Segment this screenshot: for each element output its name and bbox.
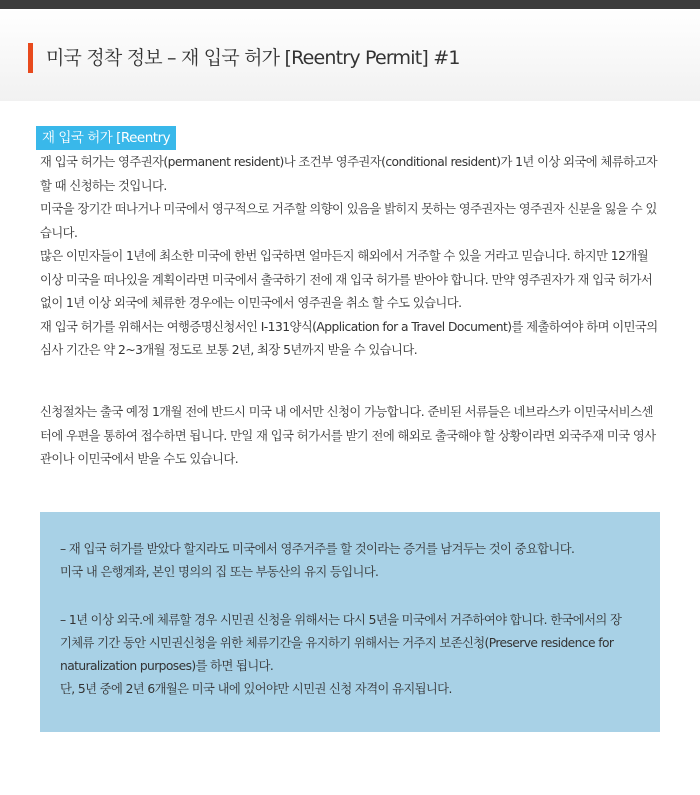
body-paragraph-1 <box>40 151 660 363</box>
note-1-line-1: – 재 입국 허가를 받았다 할지라도 미국에서 영주거주를 할 것이라는 증거를 남겨두는 것이 중요합니다. <box>60 542 575 556</box>
body-line-4: 재 입국 허가를 위해서는 여행증명신청서인 I-131양식(Application for a Travel Document)를 제출하여야 하며 이민국의 심사 기간은 약 2~3개월 정도로 보통 2년, 최장 5년까지 받을 수 있습니다. <box>40 319 658 357</box>
page-title: 미국 정착 정보 – 재 입국 허가 [Reentry Permit] #1 <box>46 47 460 69</box>
body-paragraph-2 <box>40 401 660 472</box>
note-1 <box>60 538 632 584</box>
note-2 <box>60 609 632 701</box>
title-accent-bar <box>28 43 33 73</box>
body-line-1: 재 입국 허가는 영주권자(permanent resident)나 조건부 영주권자(conditional resident)가 1년 이상 외국에 체류하고자 할 때 신청하는 것입니다. <box>40 155 658 193</box>
top-bar <box>0 0 700 9</box>
note-2-line-1: – 1년 이상 외국.에 체류할 경우 시민권 신청을 위해서는 다시 5년을 미국에서 거주하여야 합니다. 한국에서의 장기체류 기간 동안 시민권신청을 위한 체류기간을 유지하기 위해서는 거주지 보존신청(Preserve residence for naturalization purposes)를 하면 됩니다. <box>60 613 622 673</box>
note-1-line-2: 미국 내 은행계좌, 본인 명의의 집 또는 부동산의 유지 등입니다. <box>60 565 379 579</box>
section-label: 재 입국 허가 [Reentry <box>36 126 176 150</box>
note-2-line-2: 단, 5년 중에 2년 6개월은 미국 내에 있어야만 시민권 신청 자격이 유지됩니다. <box>60 682 452 696</box>
body-line-2: 미국을 장기간 떠나거나 미국에서 영구적으로 거주할 의향이 있음을 밝히지 못하는 영주권자는 영주권자 신분을 잃을 수 있습니다. <box>40 202 657 240</box>
body-line-5: 신청절차는 출국 예정 1개월 전에 반드시 미국 내 에서만 신청이 가능합니다. 준비된 서류들은 네브라스카 이민국서비스센터에 우편을 통하여 접수하면 됩니다. 만일 재 입국 허가서를 받기 전에 해외로 출국해야 할 상황이라면 외국주재 미국 영사관이나 이민국에서 받을 수도 있습니다. <box>40 405 656 466</box>
body-line-3: 많은 이민자들이 1년에 최소한 미국에 한번 입국하면 얼마든지 해외에서 거주할 수 있을 거라고 믿습니다. 하지만 12개월 이상 미국을 떠나있을 계획이라면 미국에서 출국하기 전에 재 입국 허가를 받아야 합니다. 만약 영주권자가 재 입국 허가서 없이 1년 이상 외국에 체류한 경우에는 이민국에서 영주권을 취소 할 수도 있습니다. <box>40 249 653 310</box>
